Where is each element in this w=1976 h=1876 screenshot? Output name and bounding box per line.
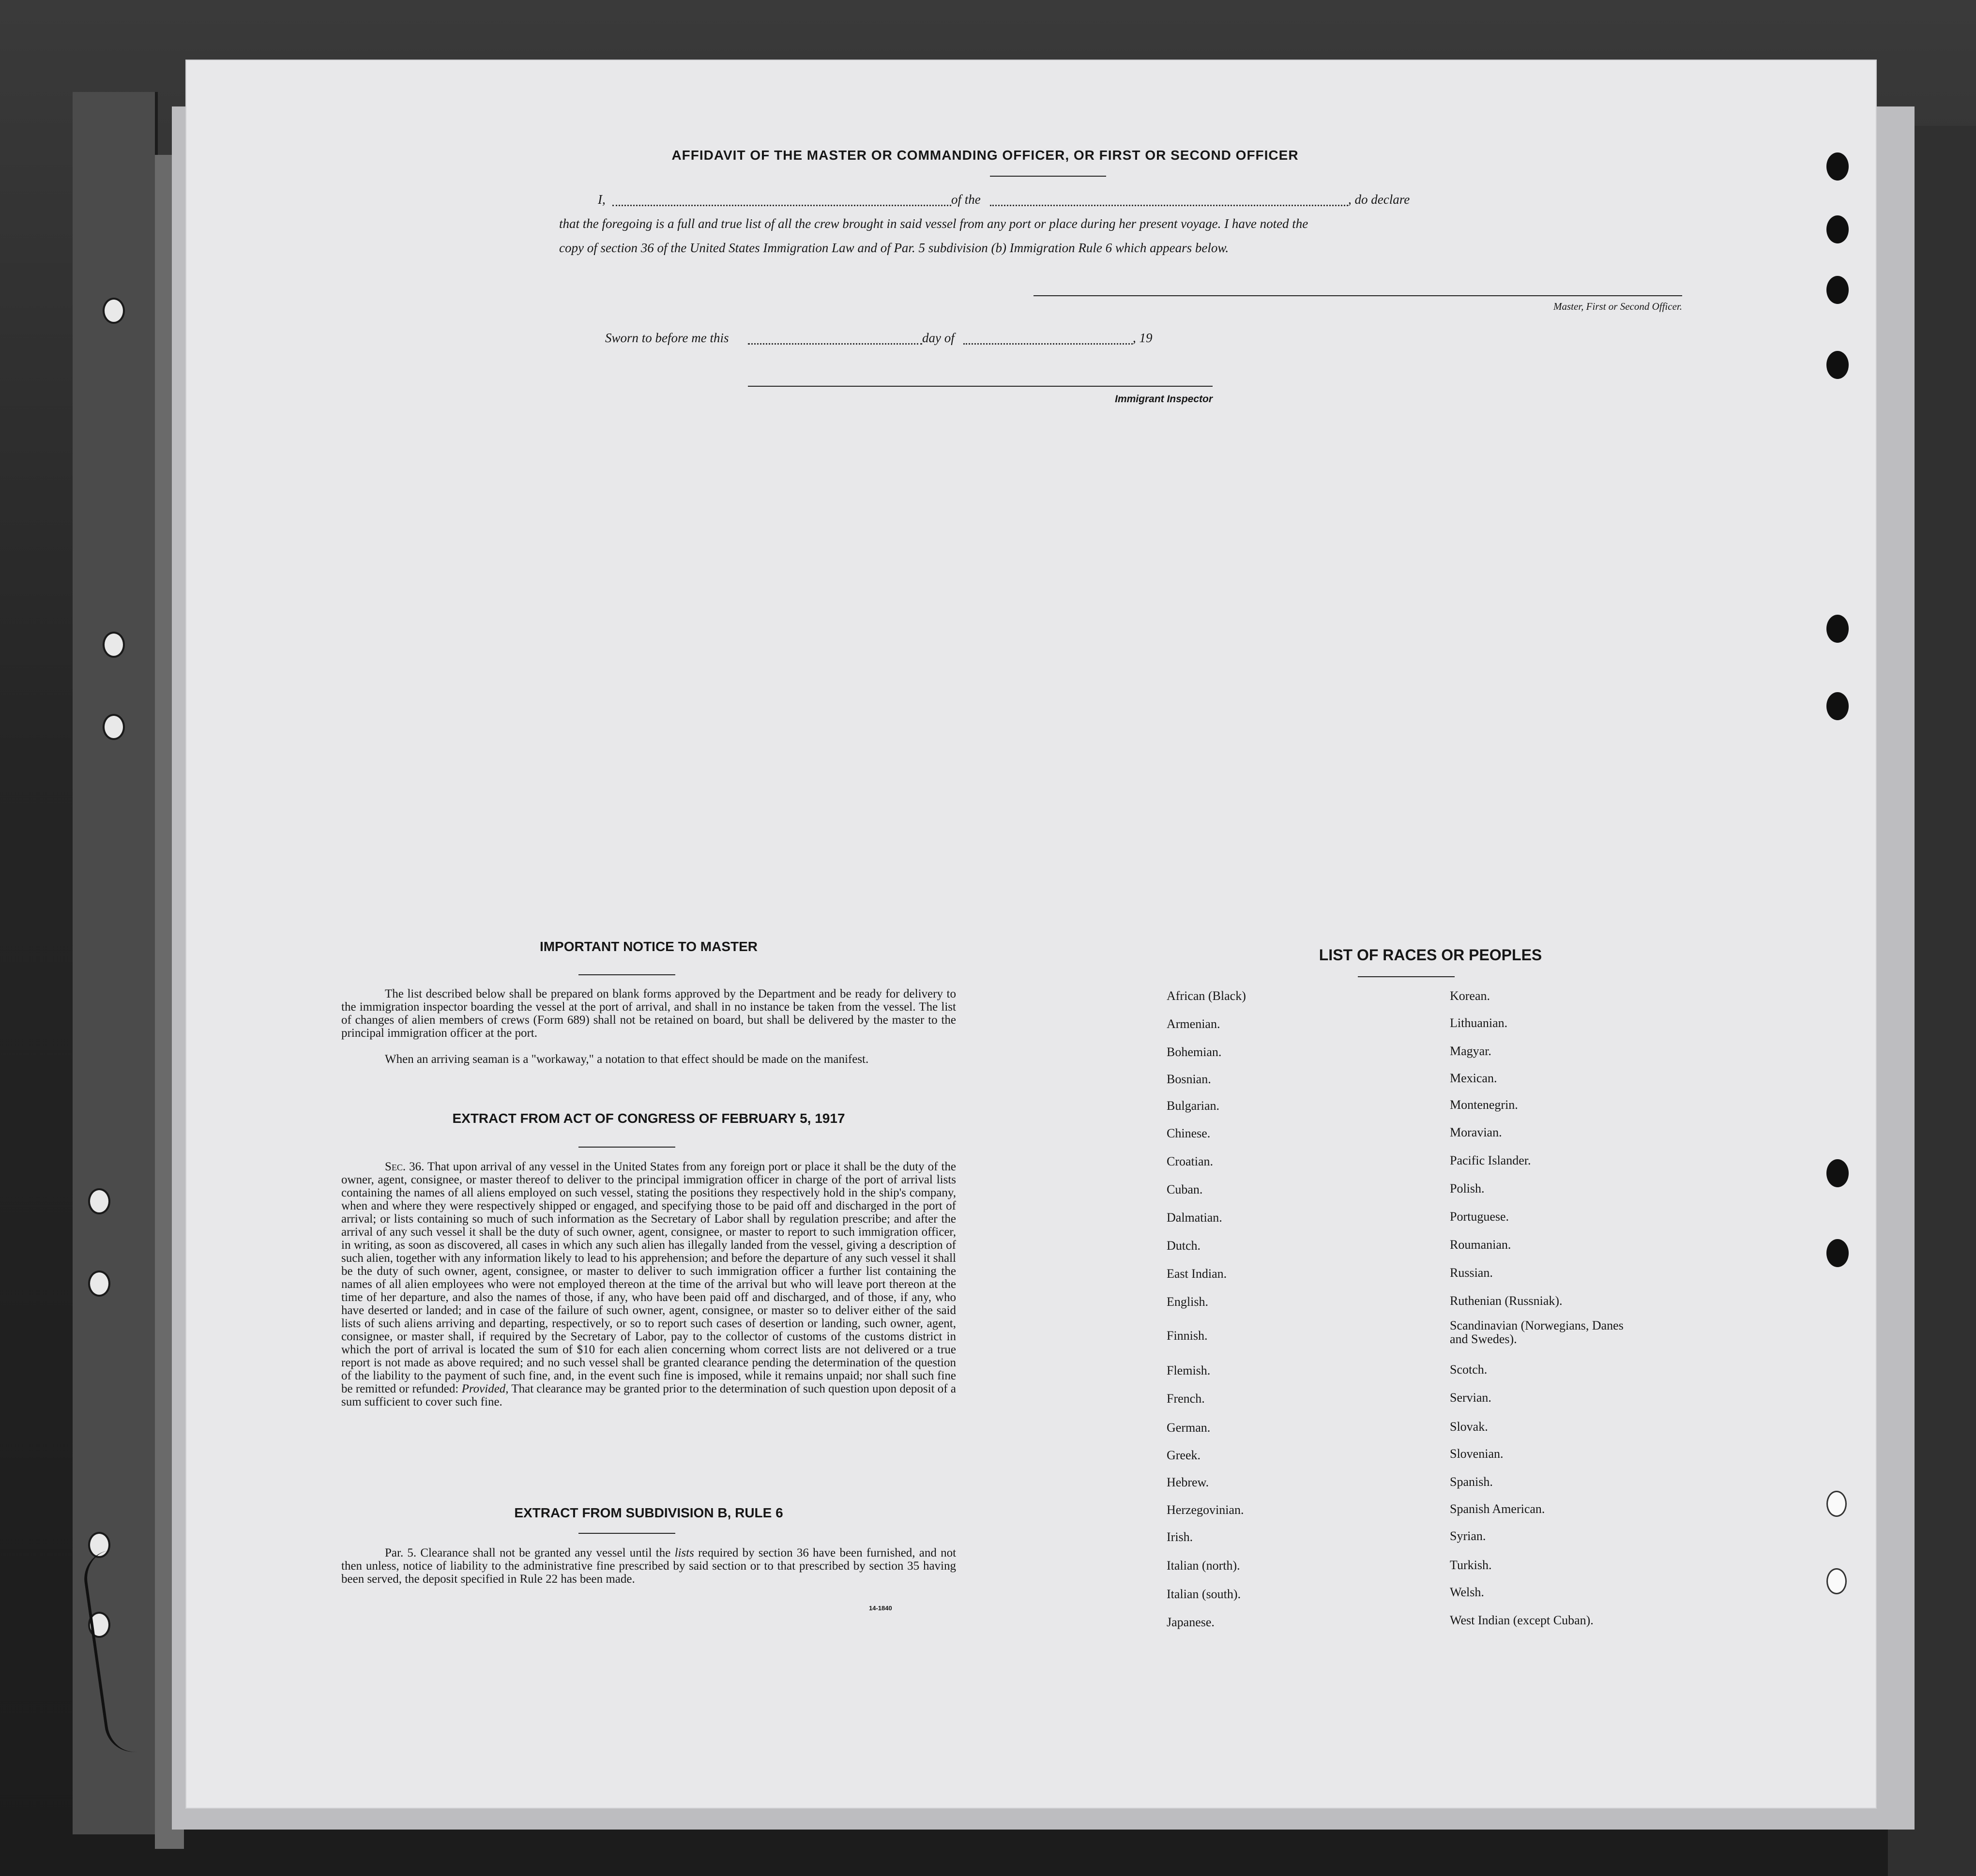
- notice-paragraph-2: When an arriving seaman is a "workaway," a notation to that effect should be made on the manifest.: [385, 1053, 869, 1066]
- race-item: Syrian.: [1450, 1529, 1486, 1543]
- race-item: Mexican.: [1450, 1071, 1497, 1085]
- race-item: Armenian.: [1167, 1017, 1220, 1031]
- affidavit-line2: that the foregoing is a full and true list of all the crew brought in said vessel from any port or place during her present voyage. I have noted the: [559, 216, 1308, 231]
- punch-hole: [1826, 1159, 1849, 1187]
- rule-extract-title: EXTRACT FROM SUBDIVISION B, RULE 6: [514, 1505, 783, 1520]
- act-extract-rule: [578, 1147, 675, 1148]
- punch-hole: [1826, 215, 1849, 243]
- section-36-text: [341, 1160, 956, 1408]
- race-item: Pacific Islander.: [1450, 1153, 1531, 1167]
- race-item: Japanese.: [1167, 1615, 1215, 1629]
- inspector-signature-line[interactable]: [748, 386, 1213, 387]
- affidavit-line3: copy of section 36 of the United States Immigration Law and of Par. 5 subdivision (b) Immigration Rule 6 which appears below.: [559, 241, 1229, 255]
- race-item: Portuguese.: [1450, 1210, 1509, 1224]
- rule-extract-rule: [578, 1533, 675, 1534]
- punch-hole: [1826, 1239, 1849, 1267]
- race-item: Bosnian.: [1167, 1072, 1211, 1086]
- act-extract-title: EXTRACT FROM ACT OF CONGRESS OF FEBRUARY 5, 1917: [452, 1111, 845, 1126]
- race-item: Lithuanian.: [1450, 1016, 1508, 1030]
- officer-name-field[interactable]: [612, 205, 951, 206]
- race-item: Flemish.: [1167, 1363, 1211, 1377]
- form-number: 14-1840: [869, 1604, 892, 1612]
- notice-rule: [578, 974, 675, 975]
- races-rule: [1358, 976, 1455, 977]
- race-item: Montenegrin.: [1450, 1098, 1518, 1112]
- races-title: LIST OF RACES OR PEOPLES: [1319, 946, 1542, 964]
- punch-hole: [1826, 1568, 1847, 1594]
- par-5-start: Par. 5. Clearance shall not be granted any vessel until the: [385, 1546, 671, 1559]
- affidavit-title: AFFIDAVIT OF THE MASTER OR COMMANDING OFFICER, OR FIRST OR SECOND OFFICER: [671, 148, 1299, 163]
- master-signature-label: Master, First or Second Officer.: [1553, 301, 1682, 312]
- affidavit-of-label: of the: [951, 192, 981, 207]
- race-item: Dalmatian.: [1167, 1210, 1222, 1225]
- race-item: Turkish.: [1450, 1558, 1492, 1572]
- punch-hole: [1826, 692, 1849, 720]
- race-item: English.: [1167, 1295, 1208, 1309]
- race-item: Chinese.: [1167, 1126, 1211, 1140]
- par-5-text: [341, 1546, 956, 1586]
- affidavit-i-label: I,: [598, 192, 606, 207]
- race-item: Ruthenian (Russniak).: [1450, 1294, 1563, 1308]
- race-item: Welsh.: [1450, 1585, 1484, 1599]
- binder-hole: [88, 1271, 110, 1297]
- section-label: Sec. 36.: [385, 1160, 425, 1173]
- race-item: Finnish.: [1167, 1329, 1208, 1343]
- punch-hole: [1826, 615, 1849, 643]
- race-item: Irish.: [1167, 1530, 1193, 1544]
- race-item: Cuban.: [1167, 1182, 1203, 1196]
- punch-hole: [1826, 351, 1849, 379]
- race-item: Spanish American.: [1450, 1502, 1545, 1516]
- master-signature-line[interactable]: [1034, 295, 1682, 296]
- race-item: Spanish.: [1450, 1475, 1493, 1489]
- punch-hole: [1826, 276, 1849, 304]
- race-item: Slovak.: [1450, 1420, 1488, 1434]
- race-item: Italian (north).: [1167, 1558, 1240, 1573]
- race-item: Roumanian.: [1450, 1238, 1511, 1252]
- sworn-label: Sworn to before me this: [605, 331, 729, 345]
- race-item: Herzegovinian.: [1167, 1503, 1244, 1517]
- section-36-body-end: That clearance may be granted prior to the determination of such question upon deposit of a sum sufficient to cover such fine.: [341, 1382, 956, 1408]
- punch-hole: [1826, 152, 1849, 181]
- race-item: West Indian (except Cuban).: [1450, 1613, 1594, 1627]
- par-5-lists: lists: [674, 1546, 694, 1559]
- affidavit-declare-label: , do declare: [1348, 192, 1410, 207]
- sworn-day-field[interactable]: [748, 343, 922, 345]
- race-item: Bulgarian.: [1167, 1099, 1220, 1113]
- sworn-year-label: , 19: [1133, 331, 1153, 345]
- race-item: Slovenian.: [1450, 1447, 1504, 1461]
- race-item: Croatian.: [1167, 1154, 1214, 1168]
- race-item: Moravian.: [1450, 1125, 1502, 1139]
- par-5-rest: required by section 36 have been furnished, and not then unless, notice of liability to the administrative fine prescribed by said section or to that prescribed by section 35 having been served, the deposit specified in Rule 22 has been made.: [341, 1546, 957, 1586]
- race-item: Dutch.: [1167, 1239, 1201, 1253]
- race-item: Magyar.: [1450, 1044, 1491, 1058]
- vessel-name-field[interactable]: [990, 205, 1348, 206]
- race-item: Bohemian.: [1167, 1045, 1222, 1059]
- notice-title: IMPORTANT NOTICE TO MASTER: [539, 939, 758, 954]
- sworn-month-field[interactable]: [963, 343, 1133, 345]
- section-36-body: That upon arrival of any vessel in the United States from any foreign port or place it shall be the duty of the owner, agent, consignee, or master thereof to deliver to the principal immigration officer in charge of the port of arrival lists containing the names of all aliens employed on such vessel, stating the positions they respectively hold in the ship's company, when and where they were respectively shipped or engaged, and specifying those to be paid off and discharged in the port of arrival; or lists containing so much of such information as the Secretary of Labor shall by regulation prescribe; and after the arrival of any such vessel it shall be the duty of such owner, agent, consignee, or master to report to such immigration officer, in writing, as soon as discovered, all cases in which any such alien has illegally landed from the vessel, giving a description of such alien, together with any information likely to lead to his apprehension; and before the departure of any such vessel it shall be the duty of such owner, agent, consignee, or master to deliver to such immigration officer a further list containing the names of all alien employees who were not employed thereon at the time of the arrival but who will leave port thereon at the time of her departure, and also the names of those, if any, who have been paid off and discharged, and of those, if any, who have deserted or landed; and in case of the failure of such owner, agent, consignee, or master so to deliver either of the said lists of such aliens arriving and departing, respectively, or so to report such cases of desertion or landing, such owner, agent, consignee, or master shall, if required by the Secretary of Labor, pay to the collector of customs of the customs district in which the port of arrival is located the sum of $10 for each alien concerning whom correct lists are not delivered or a true report is not made as above required; and no such vessel shall be granted clearance pending the determination of the question of the liability to the payment of such fine, and, in the event such fine is imposed, while it remains unpaid; nor shall such fine be remitted or refunded:: [341, 1160, 956, 1395]
- race-item: Korean.: [1450, 989, 1490, 1003]
- title-rule: [990, 176, 1106, 177]
- race-item: Greek.: [1167, 1448, 1201, 1462]
- race-item: Scotch.: [1450, 1362, 1488, 1377]
- race-item: French.: [1167, 1392, 1205, 1406]
- punch-hole: [1826, 1491, 1847, 1517]
- race-item: Italian (south).: [1167, 1587, 1241, 1601]
- provided-label: Provided,: [461, 1382, 509, 1395]
- binder-hole: [103, 714, 125, 740]
- race-item: Russian.: [1450, 1266, 1493, 1280]
- sworn-day-label: day of: [922, 331, 955, 345]
- race-item: Scandinavian (Norwegians, Danes and Swedes).: [1450, 1318, 1624, 1346]
- binder-hole: [103, 298, 125, 324]
- race-item: Servian.: [1450, 1391, 1491, 1405]
- binder-hole: [88, 1188, 110, 1214]
- inspector-signature-label: Immigrant Inspector: [1115, 393, 1213, 405]
- manifest-back-page: [186, 61, 1876, 1808]
- race-item: German.: [1167, 1421, 1211, 1435]
- race-item: African (Black): [1167, 989, 1246, 1003]
- binder-hole: [103, 632, 125, 658]
- notice-paragraph-1: The list described below shall be prepared on blank forms approved by the Department and be ready for delivery to the immigration inspector boarding the vessel at the port of arrival, and shall in no instance be taken from the vessel. The list of changes of alien members of crews (Form 689) shall not be retained on board, but shall be delivered by the master to the principal immigration officer at the port.: [341, 987, 956, 1040]
- race-item: East Indian.: [1167, 1267, 1227, 1281]
- race-item: Hebrew.: [1167, 1475, 1209, 1489]
- race-item: Polish.: [1450, 1181, 1485, 1195]
